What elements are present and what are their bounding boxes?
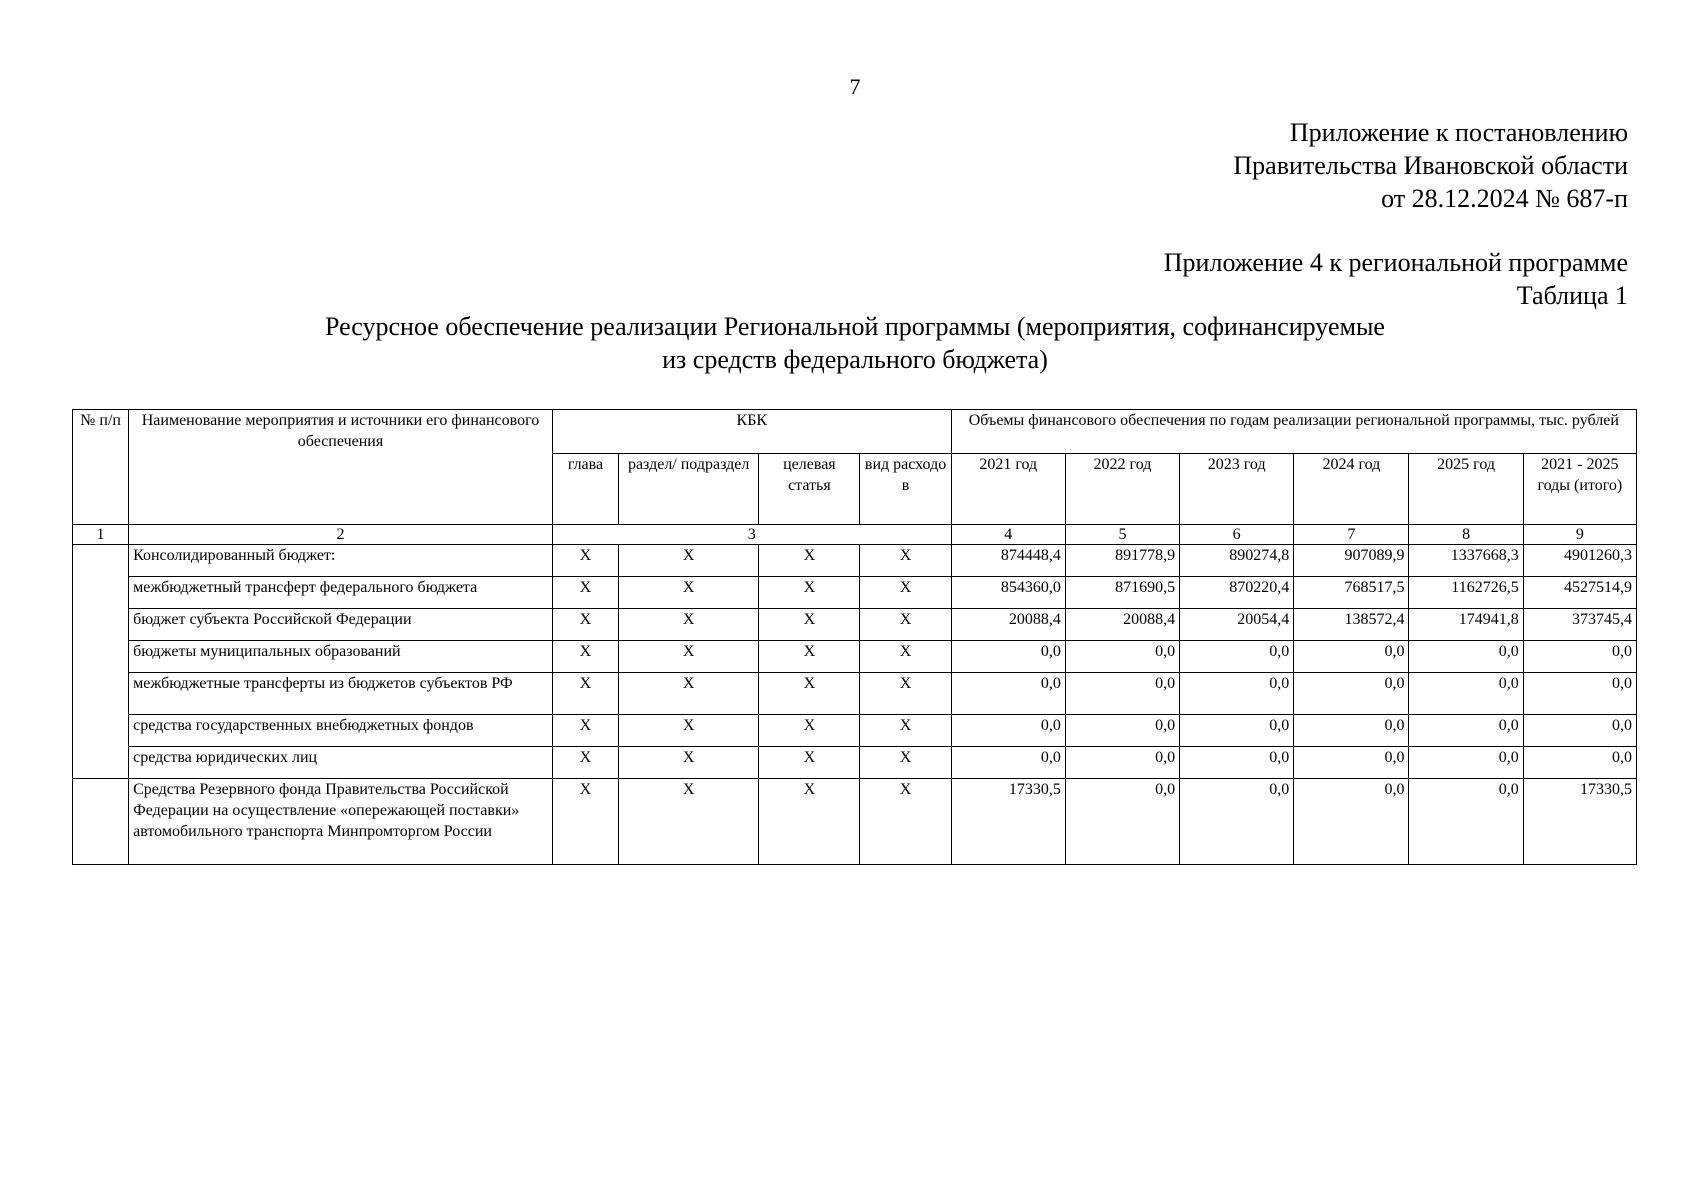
kbk-cell: X bbox=[759, 641, 860, 673]
value-cell: 20088,4 bbox=[1065, 609, 1179, 641]
kbk-cell: X bbox=[552, 577, 618, 609]
table-row bbox=[73, 715, 1637, 747]
value-cell: 17330,5 bbox=[951, 779, 1065, 865]
table-row bbox=[73, 779, 1637, 865]
column-number-row bbox=[73, 525, 1637, 545]
approval-line-2: Правительства Ивановской области bbox=[1233, 151, 1628, 180]
kbk-cell: X bbox=[759, 577, 860, 609]
kbk-cell: X bbox=[619, 609, 759, 641]
column-number: 7 bbox=[1294, 525, 1409, 545]
header-year-col: 2023 год bbox=[1180, 454, 1294, 525]
kbk-cell: X bbox=[860, 609, 951, 641]
value-cell: 0,0 bbox=[1180, 641, 1294, 673]
kbk-cell: X bbox=[552, 609, 618, 641]
kbk-cell: X bbox=[552, 545, 618, 577]
kbk-cell: X bbox=[619, 577, 759, 609]
table-label: Таблица 1 bbox=[1516, 281, 1628, 310]
kbk-cell: X bbox=[860, 641, 951, 673]
approval-line-1: Приложение к постановлению bbox=[1289, 118, 1628, 147]
document-title-line-2: из средств федерального бюджета) bbox=[662, 345, 1048, 374]
header-year-col: 2022 год bbox=[1065, 454, 1179, 525]
value-cell: 4527514,9 bbox=[1523, 577, 1636, 609]
document-title bbox=[0, 310, 1697, 376]
header-kbk-col: целевая статья bbox=[759, 454, 860, 525]
value-cell: 891778,9 bbox=[1065, 545, 1179, 577]
value-cell: 0,0 bbox=[1065, 747, 1179, 779]
appendix-block bbox=[1164, 246, 1628, 312]
table-row bbox=[73, 545, 1637, 577]
value-cell: 0,0 bbox=[1065, 715, 1179, 747]
value-cell: 0,0 bbox=[1409, 779, 1523, 865]
row-name: средства государственных внебюджетных фондов bbox=[129, 715, 553, 747]
row-name: межбюджетные трансферты из бюджетов субъектов РФ bbox=[129, 673, 553, 715]
header-year-col: 2021 - 2025 годы (итого) bbox=[1523, 454, 1636, 525]
value-cell: 0,0 bbox=[1523, 715, 1636, 747]
value-cell: 907089,9 bbox=[1294, 545, 1409, 577]
kbk-cell: X bbox=[759, 609, 860, 641]
kbk-cell: X bbox=[552, 641, 618, 673]
kbk-cell: X bbox=[619, 779, 759, 865]
row-name: Средства Резервного фонда Правительства Российской Федерации на осуществление «опережающей поставки» автомобильного транспорта Минпромторгом России bbox=[129, 779, 553, 865]
value-cell: 0,0 bbox=[1294, 747, 1409, 779]
row-name: бюджет субъекта Российской Федерации bbox=[129, 609, 553, 641]
value-cell: 0,0 bbox=[1065, 641, 1179, 673]
header-num: № п/п bbox=[73, 410, 129, 525]
value-cell: 890274,8 bbox=[1180, 545, 1294, 577]
value-cell: 870220,4 bbox=[1180, 577, 1294, 609]
header-year-col: 2021 год bbox=[951, 454, 1065, 525]
appendix-line-1: Приложение 4 к региональной программе bbox=[1163, 248, 1628, 277]
kbk-cell: X bbox=[759, 545, 860, 577]
kbk-cell: X bbox=[860, 715, 951, 747]
value-cell: 0,0 bbox=[1409, 747, 1523, 779]
kbk-cell: X bbox=[552, 673, 618, 715]
kbk-cell: X bbox=[860, 545, 951, 577]
value-cell: 0,0 bbox=[951, 747, 1065, 779]
value-cell: 0,0 bbox=[1180, 715, 1294, 747]
kbk-cell: X bbox=[759, 673, 860, 715]
value-cell: 0,0 bbox=[1294, 673, 1409, 715]
value-cell: 0,0 bbox=[1294, 641, 1409, 673]
column-number: 6 bbox=[1180, 525, 1294, 545]
kbk-cell: X bbox=[552, 747, 618, 779]
row-name: бюджеты муниципальных образований bbox=[129, 641, 553, 673]
value-cell: 1162726,5 bbox=[1409, 577, 1523, 609]
value-cell: 138572,4 bbox=[1294, 609, 1409, 641]
kbk-cell: X bbox=[619, 673, 759, 715]
kbk-cell: X bbox=[860, 577, 951, 609]
value-cell: 0,0 bbox=[1409, 715, 1523, 747]
table-row bbox=[73, 609, 1637, 641]
row-number-cell bbox=[73, 779, 129, 865]
header-kbk: КБК bbox=[552, 410, 951, 454]
value-cell: 0,0 bbox=[1294, 715, 1409, 747]
kbk-cell: X bbox=[860, 747, 951, 779]
value-cell: 871690,5 bbox=[1065, 577, 1179, 609]
value-cell: 4901260,3 bbox=[1523, 545, 1636, 577]
approval-block bbox=[1233, 116, 1628, 215]
kbk-cell: X bbox=[552, 779, 618, 865]
value-cell: 174941,8 bbox=[1409, 609, 1523, 641]
value-cell: 20054,4 bbox=[1180, 609, 1294, 641]
kbk-cell: X bbox=[759, 715, 860, 747]
table-row bbox=[73, 641, 1637, 673]
column-number: 5 bbox=[1065, 525, 1179, 545]
header-volumes: Объемы финансового обеспечения по годам реализации региональной программы, тыс. рублей bbox=[951, 410, 1636, 454]
header-name: Наименование мероприятия и источники его финансового обеспечения bbox=[129, 410, 553, 525]
resource-table bbox=[72, 409, 1637, 865]
value-cell: 0,0 bbox=[1065, 673, 1179, 715]
document-title-line-1: Ресурсное обеспечение реализации Региональной программы (мероприятия, софинансируемые bbox=[325, 312, 1385, 341]
value-cell: 20088,4 bbox=[951, 609, 1065, 641]
value-cell: 0,0 bbox=[1523, 673, 1636, 715]
column-number: 1 bbox=[73, 525, 129, 545]
column-number: 9 bbox=[1523, 525, 1636, 545]
value-cell: 0,0 bbox=[1065, 779, 1179, 865]
value-cell: 0,0 bbox=[1409, 641, 1523, 673]
column-number: 4 bbox=[951, 525, 1065, 545]
approval-line-3: от 28.12.2024 № 687-п bbox=[1381, 184, 1628, 213]
table-row bbox=[73, 747, 1637, 779]
value-cell: 854360,0 bbox=[951, 577, 1065, 609]
value-cell: 17330,5 bbox=[1523, 779, 1636, 865]
table-row bbox=[73, 577, 1637, 609]
value-cell: 0,0 bbox=[1409, 673, 1523, 715]
row-number-cell bbox=[73, 545, 129, 779]
kbk-cell: X bbox=[860, 673, 951, 715]
row-name: Консолидированный бюджет: bbox=[129, 545, 553, 577]
table-row bbox=[73, 673, 1637, 715]
kbk-cell: X bbox=[552, 715, 618, 747]
kbk-cell: X bbox=[619, 641, 759, 673]
kbk-cell: X bbox=[759, 779, 860, 865]
value-cell: 0,0 bbox=[1180, 673, 1294, 715]
kbk-cell: X bbox=[860, 779, 951, 865]
value-cell: 0,0 bbox=[951, 641, 1065, 673]
value-cell: 1337668,3 bbox=[1409, 545, 1523, 577]
kbk-cell: X bbox=[619, 747, 759, 779]
kbk-cell: X bbox=[759, 747, 860, 779]
value-cell: 0,0 bbox=[951, 673, 1065, 715]
header-kbk-col: вид расходо в bbox=[860, 454, 951, 525]
row-name: межбюджетный трансферт федерального бюджета bbox=[129, 577, 553, 609]
value-cell: 0,0 bbox=[1180, 747, 1294, 779]
value-cell: 874448,4 bbox=[951, 545, 1065, 577]
header-kbk-col: глава bbox=[552, 454, 618, 525]
value-cell: 0,0 bbox=[951, 715, 1065, 747]
kbk-cell: X bbox=[619, 715, 759, 747]
header-year-col: 2025 год bbox=[1409, 454, 1523, 525]
value-cell: 0,0 bbox=[1180, 779, 1294, 865]
row-name: средства юридических лиц bbox=[129, 747, 553, 779]
kbk-cell: X bbox=[619, 545, 759, 577]
header-kbk-col: раздел/ подраздел bbox=[619, 454, 759, 525]
value-cell: 0,0 bbox=[1294, 779, 1409, 865]
header-year-col: 2024 год bbox=[1294, 454, 1409, 525]
value-cell: 373745,4 bbox=[1523, 609, 1636, 641]
column-number: 2 bbox=[129, 525, 553, 545]
page-number: 7 bbox=[849, 74, 861, 99]
value-cell: 768517,5 bbox=[1294, 577, 1409, 609]
value-cell: 0,0 bbox=[1523, 747, 1636, 779]
column-number: 3 bbox=[552, 525, 951, 545]
column-number: 8 bbox=[1409, 525, 1523, 545]
value-cell: 0,0 bbox=[1523, 641, 1636, 673]
